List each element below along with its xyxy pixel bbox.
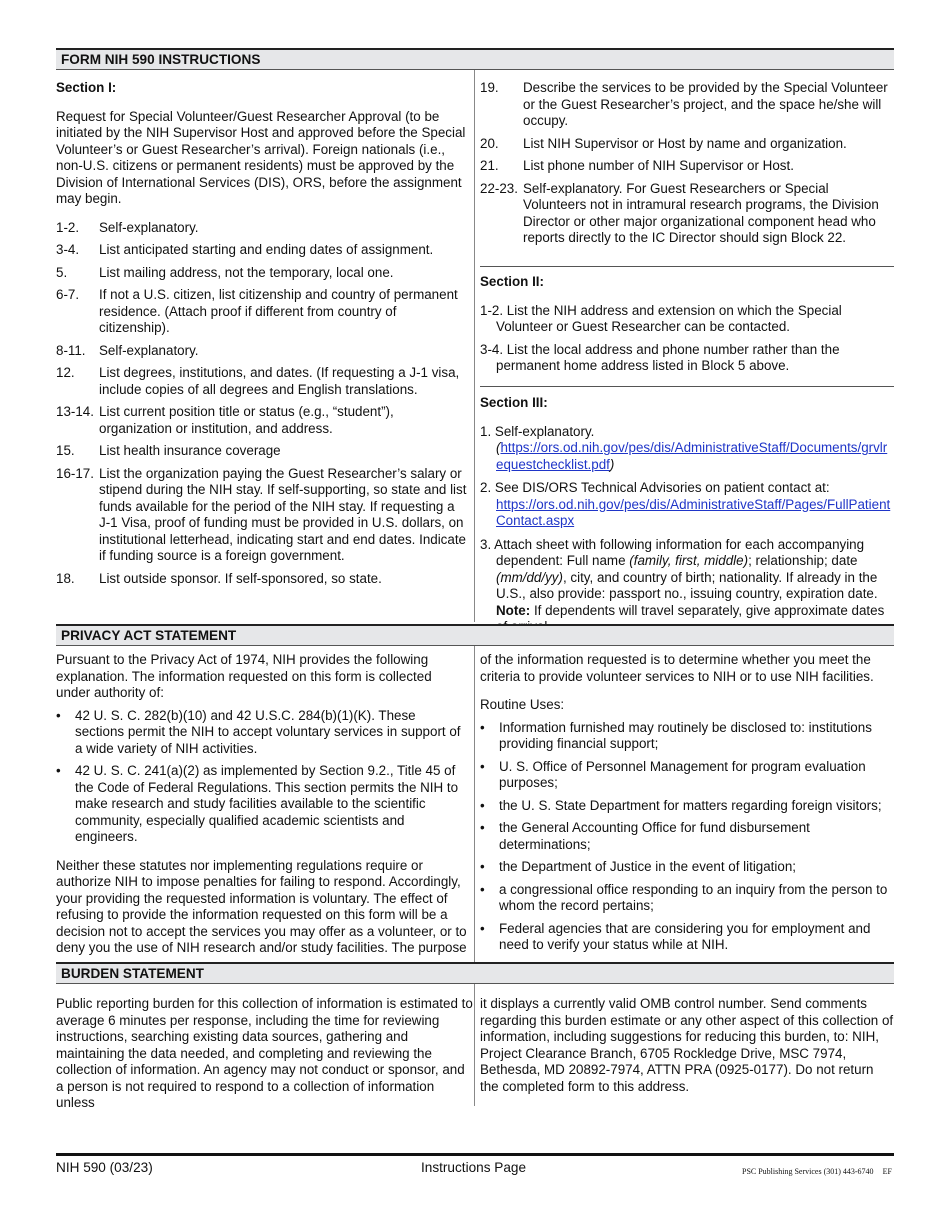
section-2-item: 3-4. List the local address and phone number rather than the permanent home address listed in Block 5 above. xyxy=(480,341,840,373)
bullet-item xyxy=(56,763,468,846)
bullet-item xyxy=(480,820,894,853)
bullet-item xyxy=(480,720,894,753)
bullet-text: the Department of Justice in the event of litigation; xyxy=(499,859,796,874)
bullet-text: Information furnished may routinely be disclosed to: institutions providing financial support; xyxy=(499,719,872,751)
column-divider xyxy=(474,984,475,1106)
section-1-right xyxy=(480,80,894,253)
item-number: 18. xyxy=(56,570,75,586)
item-text: List outside sponsor. If self-sponsored, so state. xyxy=(99,570,382,586)
instruction-item xyxy=(480,136,894,153)
bullet-text: 42 U. S. C. 241(a)(2) as implemented by Section 9.2., Title 45 of the Code of Federal Regulations. This section permits the NIH to make research and study facilities available to the scientific community, especially qualified academic scientists and engineers. xyxy=(75,763,459,844)
bullet-icon: • xyxy=(480,920,485,936)
section-1-heading: Section I: xyxy=(56,80,117,95)
bullet-icon: • xyxy=(56,707,61,723)
section-2-heading: Section II: xyxy=(480,274,544,289)
bullet-icon: • xyxy=(480,758,485,774)
privacy-right xyxy=(480,652,894,960)
item-number: 5. xyxy=(56,264,68,280)
bullet-item xyxy=(56,708,468,758)
item-text: Self-explanatory. xyxy=(99,342,199,358)
item-3-text: ; relationship; date xyxy=(748,553,858,568)
burden-text-left: Public reporting burden for this collection of information is estimated to average 6 minutes per response, including the time for reviewing instructions, searching existing data sources, gathering and maintaining the data needed, and completing and reviewing the collection of information. An agency may not conduct or sponsor, and a person is not required to respond to a collection of information unless xyxy=(56,996,473,1110)
item-text: Self-explanatory. For Guest Researchers or Special Volunteers not in intramural research programs, the Division Director or other major organizational component head who reports directly to the IC Director should sign Block 22. xyxy=(523,180,879,245)
bullet-icon: • xyxy=(56,763,61,778)
bullet-icon: • xyxy=(480,797,485,813)
section-1-left xyxy=(56,80,468,593)
item-text: Describe the services to be provided by the Special Volunteer or the Guest Researcher’s project, and the space he/she will occupy. xyxy=(523,80,888,128)
bullet-item xyxy=(480,759,894,792)
bullet-item xyxy=(480,859,894,876)
item-3-italic: (mm/dd/yy) xyxy=(496,569,563,585)
bullet-text: a congressional office responding to an inquiry from the person to whom the record pertains; xyxy=(499,881,888,913)
item-number: 1-2. xyxy=(56,219,80,235)
item-number: 8-11. xyxy=(56,342,86,358)
section-3-heading: Section III: xyxy=(480,395,548,410)
bullet-text: 42 U. S. C. 282(b)(10) and 42 U.S.C. 284(b)(1)(K). These sections permit the NIH to accept voluntary services in support of a wide variety of NIH activities. xyxy=(75,707,461,756)
item-text: List NIH Supervisor or Host by name and organization. xyxy=(523,135,847,151)
item-number: 3-4. xyxy=(56,242,80,257)
item-3-note: Note: xyxy=(496,602,531,618)
item-text: List degrees, institutions, and dates. (If requesting a J-1 visa, include copies of all degrees and English translations. xyxy=(99,365,460,397)
bullet-text: the U. S. State Department for matters regarding foreign visitors; xyxy=(499,797,882,813)
section-1-items-right xyxy=(480,80,894,247)
publisher-text: PSC Publishing Services (301) 443-6740 xyxy=(742,1167,874,1176)
section-2-item: 1-2. List the NIH address and extension on which the Special Volunteer or Guest Researcher can be contacted. xyxy=(480,302,842,334)
bullet-text: U. S. Office of Personnel Management for program evaluation purposes; xyxy=(499,758,866,790)
section-1-items xyxy=(56,220,468,588)
item-number: 19. xyxy=(480,80,499,95)
burden-left xyxy=(56,996,474,1112)
publisher xyxy=(742,1164,892,1181)
instruction-item xyxy=(56,466,468,565)
instruction-item xyxy=(56,265,468,282)
section-3 xyxy=(480,395,894,636)
instruction-item xyxy=(56,571,468,588)
item-3-text: , city, and country of birth; nationality. If already in the U.S., also provide: passport no., issuing country, expiration date. xyxy=(496,569,878,601)
instruction-item xyxy=(56,220,468,237)
item-text: List mailing address, not the temporary, local one. xyxy=(99,264,394,280)
item-3-text: If dependents will travel separately, give approximate dates xyxy=(533,602,885,618)
privacy-left xyxy=(56,652,468,957)
bullet-text: Federal agencies that are considering you for employment and need to verify your status while at NIH. xyxy=(499,920,871,952)
section-1-intro: Request for Special Volunteer/Guest Researcher Approval (to be initiated by the NIH Supervisor Host and approved before the Special Volunteer’s or Guest Researcher’s arrival). Foreign nationals (i.e., non-U.S. citizens or permanent residents) must be approved by the Division of International Services (DIS), ORS, before the assignment may begin. xyxy=(56,108,466,206)
bullet-icon: • xyxy=(480,820,485,835)
instruction-item xyxy=(56,365,468,398)
routine-uses-heading: Routine Uses: xyxy=(480,697,565,712)
bullet-text: the General Accounting Office for fund disbursement determinations; xyxy=(499,820,810,852)
instruction-item xyxy=(480,181,894,247)
item-text: List current position title or status (e.g., “student”), organization or institution, and address. xyxy=(99,404,394,436)
item-3-italic: (family, first, middle) xyxy=(629,553,749,568)
bullet-icon: • xyxy=(480,719,485,735)
checklist-link[interactable]: https://ors.od.nih.gov/pes/dis/AdministrativeStaff/Documents/grvlrequestchecklist.pdf xyxy=(496,440,888,472)
item-number: 16-17. xyxy=(56,465,94,481)
instruction-item xyxy=(56,443,468,460)
item-text: Self-explanatory. xyxy=(99,219,199,235)
form-id: NIH 590 (03/23) xyxy=(56,1160,153,1175)
form-code: EF xyxy=(882,1167,892,1176)
bullet-icon: • xyxy=(480,859,485,874)
section-2-items xyxy=(480,303,894,375)
page-label: Instructions Page xyxy=(421,1160,527,1175)
burden-text-right: it displays a currently valid OMB control number. Send comments regarding this burden estimate or any other aspect of this collection of information, including suggestions for reducing this burden, to: NIH, Project Clearance Branch, 6705 Rockledge Drive, MSC 7974, Bethesda, MD 20892-7974, ATTN PRA (0925-0177). Do not return the completed form to this address. xyxy=(480,996,894,1094)
instruction-item xyxy=(56,343,468,360)
instruction-item xyxy=(56,287,468,337)
burden-header: BURDEN STATEMENT xyxy=(56,962,894,984)
item-number: 13-14. xyxy=(56,404,94,419)
footer-rule xyxy=(56,1153,894,1156)
privacy-authority-list xyxy=(56,708,468,846)
section-2 xyxy=(480,274,894,375)
item-number: 20. xyxy=(480,135,499,151)
item-number: 6-7. xyxy=(56,287,80,302)
privacy-para-2: Neither these statutes nor implementing regulations require or authorize NIH to impose penalties for failing to respond. Accordingly, your providing the requested information is voluntary. The effect of refusing to provide the information requested on this form will be a decision not to accept the services you may offer as a volunteer, or to deny you the use of NIH research and/or study facilities. The purpose xyxy=(56,857,467,955)
item-text: List phone number of NIH Supervisor or Host. xyxy=(523,158,794,173)
item-number: 15. xyxy=(56,443,75,458)
item-number: 22-23. xyxy=(480,180,518,196)
instruction-item xyxy=(56,404,468,437)
routine-uses-list xyxy=(480,720,894,954)
bullet-icon: • xyxy=(480,881,485,897)
item-text: List anticipated starting and ending dates of assignment. xyxy=(99,242,434,257)
item-text: If not a U.S. citizen, list citizenship and country of permanent residence. (Attach proof if different from country of citizenship). xyxy=(99,287,458,335)
item-text: List health insurance coverage xyxy=(99,443,281,458)
instructions-header: FORM NIH 590 INSTRUCTIONS xyxy=(56,48,894,70)
item-number: 12. xyxy=(56,365,75,380)
section-3-item-2-text: 2. See DIS/ORS Technical Advisories on patient contact at: xyxy=(480,480,830,495)
privacy-intro: Pursuant to the Privacy Act of 1974, NIH provides the following explanation. The information requested on this form is collected under authority of: xyxy=(56,652,432,700)
instruction-item xyxy=(480,158,894,175)
privacy-continued: of the information requested is to determine whether you meet the criteria to provide volunteer services to NIH or to use NIH facilities. xyxy=(480,652,874,684)
item-text: List the organization paying the Guest Researcher’s salary or stipend during the NIH stay. If self-supporting, so state and list funds available for the period of the NIH stay. If requesting a J-1 Visa, proof of funding must be provided in U.S. dollars, on institutional letterhead, indicating start and end dates. Indicate if funding source is a foreign government. xyxy=(99,465,467,563)
column-divider xyxy=(474,646,475,962)
divider xyxy=(480,266,894,267)
burden-right xyxy=(480,996,894,1095)
instruction-item xyxy=(480,80,894,130)
column-divider xyxy=(474,70,475,622)
bullet-item xyxy=(480,798,894,815)
section-3-item-1-text: 1. Self-explanatory. xyxy=(480,423,595,439)
item-3-text: 3. Attach sheet with following information for each accompanying dependent: Full name xyxy=(480,536,865,568)
item-number: 21. xyxy=(480,158,499,173)
instruction-item xyxy=(56,242,468,259)
privacy-header: PRIVACY ACT STATEMENT xyxy=(56,624,894,646)
section-3-item-3 xyxy=(480,537,894,636)
patient-contact-link[interactable]: https://ors.od.nih.gov/pes/dis/AdministrativeStaff/Pages/FullPatientContact.aspx xyxy=(496,496,891,528)
bullet-item xyxy=(480,921,894,954)
divider xyxy=(480,386,894,387)
section-3-item-2 xyxy=(480,480,894,530)
section-3-item-1: 1. Self-explanatory. (https://ors.od.nih.gov/pes/dis/AdministrativeStaff/Documents/grvlrequestchecklist.pdf) xyxy=(480,423,888,472)
bullet-item xyxy=(480,882,894,915)
